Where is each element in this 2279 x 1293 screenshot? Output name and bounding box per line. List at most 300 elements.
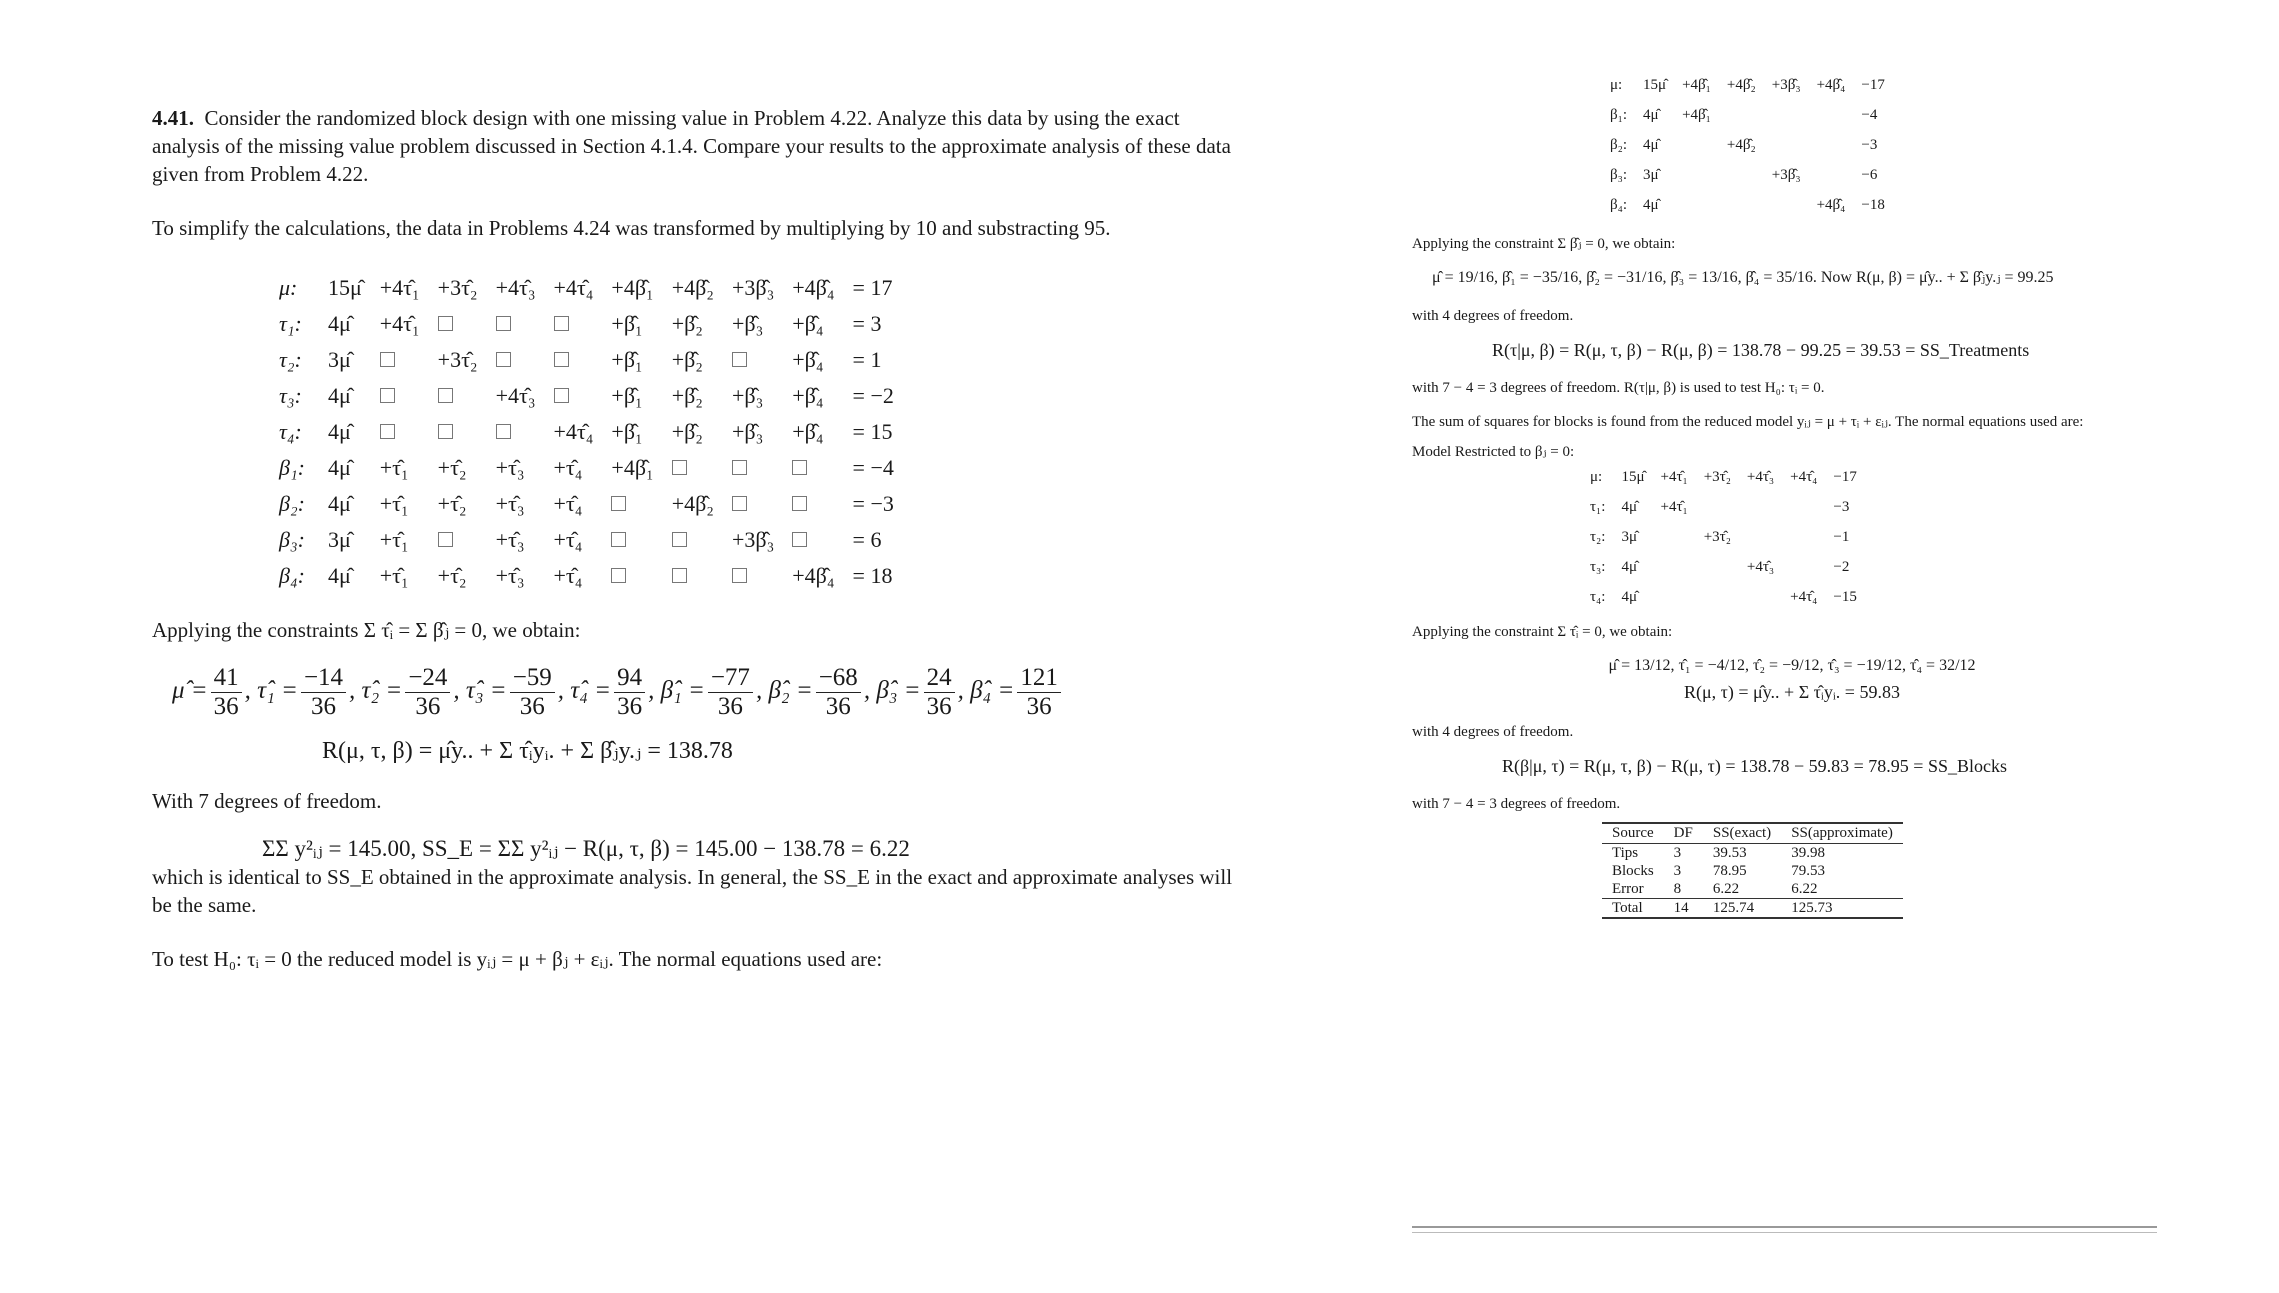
empty-box-icon (672, 460, 687, 475)
restricted-equations-table (1582, 462, 1865, 612)
test-h0-text: To test H₀: τᵢ = 0 the reduced model is yᵢⱼ = μ + βⱼ + εᵢⱼ. The normal equations used are: (152, 947, 883, 971)
equation-term: 4μ̂ (1643, 106, 1659, 123)
equation-term: +4τ̂₄ (1790, 468, 1818, 485)
equation-term (429, 414, 487, 450)
constraint-one-text: Applying the constraint Σ β̂ⱼ = 0, we obtain: (1412, 236, 1676, 252)
equation-term: +4β̂₄ (792, 275, 835, 300)
equation-term: +τ̂₁ (379, 563, 409, 588)
equation-term: +β̂₁ (611, 311, 643, 336)
equation-term: +4τ̂₁ (1660, 498, 1688, 515)
estimate-fraction (924, 664, 955, 721)
equation-term (1739, 522, 1782, 552)
equation-term: +4τ̂₄ (553, 419, 594, 444)
equation-term: +3τ̂₂ (437, 275, 478, 300)
table-row (1602, 899, 1903, 919)
estimate-symbol: , β̂₁ = (648, 677, 705, 705)
empty-box-icon (380, 388, 395, 403)
equation-term (1739, 582, 1782, 612)
df-seven-text: With 7 degrees of freedom. (152, 789, 382, 813)
fraction-numerator: −77 (708, 664, 753, 693)
equation-rhs: −17 (1833, 468, 1857, 485)
equation-term: +4β̂₁ (1682, 106, 1711, 123)
equation-term: +4τ̂₁ (379, 311, 420, 336)
equation-term (487, 414, 545, 450)
equation-term (1719, 100, 1764, 130)
equation-term: +τ̂₄ (553, 455, 583, 480)
estimate-symbol: , τ̂₂ = (349, 677, 403, 705)
equation-label: τ₁: (1590, 498, 1606, 515)
equation-term (1764, 100, 1809, 130)
equation-term: 4μ̂ (1621, 588, 1637, 605)
equation-rhs: −6 (1861, 166, 1878, 183)
r-mu-tau-equation: R(μ, τ) = μ̂y.. + Σ τ̂ᵢyᵢ. = 59.83 (1684, 682, 1900, 702)
estimate-fraction (301, 664, 346, 721)
equation-term: +τ̂₃ (495, 527, 525, 552)
equation-term (1764, 190, 1809, 220)
empty-box-icon (554, 352, 569, 367)
equation-label: β₄: (279, 563, 305, 588)
equation-term (1764, 130, 1809, 160)
left-column (152, 104, 1242, 973)
equation-label: μ: (1610, 76, 1623, 93)
equation-term (723, 486, 783, 522)
equation-term: +β̂₂ (671, 419, 703, 444)
anova-cell: 39.53 (1712, 845, 1747, 861)
empty-box-icon (732, 496, 747, 511)
equation-term: +3τ̂₂ (1703, 528, 1731, 545)
equation-term (602, 558, 662, 594)
empty-box-icon (611, 568, 626, 583)
empty-box-icon (496, 316, 511, 331)
equation-term: +τ̂₂ (437, 491, 467, 516)
equation-term: +3β̂₃ (731, 275, 775, 300)
equation-term (663, 450, 723, 486)
equation-label: μ: (1590, 468, 1603, 485)
estimate-symbol: , β̂₂ = (755, 677, 813, 705)
empty-box-icon (732, 460, 747, 475)
equation-row (1602, 70, 1893, 100)
empty-box-icon (792, 532, 807, 547)
empty-box-icon (554, 388, 569, 403)
right-column (1412, 70, 2172, 919)
equation-row (270, 414, 903, 450)
equation-term: +τ̂₁ (379, 491, 409, 516)
fraction-numerator: 94 (614, 664, 645, 693)
empty-box-icon (438, 388, 453, 403)
equation-term (1696, 552, 1739, 582)
equation-label: τ₃: (279, 383, 302, 408)
equation-row (1582, 522, 1865, 552)
anova-cell: 3 (1673, 863, 1682, 879)
empty-box-icon (496, 424, 511, 439)
equation-rhs: −3 (1833, 498, 1850, 515)
equation-term: +4β̂₄ (792, 563, 835, 588)
fraction-numerator: −68 (816, 664, 861, 693)
df-three-a: with 7 − 4 = 3 degrees of freedom. R(τ|μ, β) is used to test H₀: τᵢ = 0. (1412, 380, 1825, 396)
equation-term (602, 486, 662, 522)
equation-term (1696, 492, 1739, 522)
fraction-numerator: −24 (405, 664, 450, 693)
equation-term (723, 558, 783, 594)
anova-cell: Tips (1612, 845, 1639, 861)
anova-cell: 79.53 (1791, 863, 1825, 879)
equation-term: 4μ̂ (1621, 498, 1637, 515)
equation-term: +4τ̂₃ (495, 275, 536, 300)
equation-term: 4μ̂ (327, 383, 351, 408)
empty-box-icon (496, 352, 511, 367)
estimate-fraction (405, 664, 450, 721)
equation-term: +τ̂₄ (553, 491, 583, 516)
anova-cell: Blocks (1612, 863, 1654, 879)
equation-term (1674, 160, 1719, 190)
equation-term: +τ̂₃ (495, 455, 525, 480)
equation-term: +4β̂₂ (671, 275, 714, 300)
anova-cell: 78.95 (1712, 863, 1747, 879)
fraction-denominator: 36 (717, 693, 743, 720)
empty-box-icon (554, 316, 569, 331)
constraint-two-text: Applying the constraint Σ τ̂ᵢ = 0, we obtain: (1412, 624, 1673, 640)
anova-cell: 125.73 (1781, 899, 1903, 919)
equation-term (783, 486, 843, 522)
equation-rhs: −3 (1861, 136, 1878, 153)
equation-row (1602, 100, 1893, 130)
equation-term: +β̂₃ (731, 383, 764, 408)
equation-term: 4μ̂ (327, 563, 351, 588)
equation-term (1782, 492, 1825, 522)
df-three-b: with 7 − 4 = 3 degrees of freedom. (1412, 796, 1621, 812)
equation-term (1652, 522, 1695, 552)
equation-term: +τ̂₂ (437, 563, 467, 588)
r-beta-equation: R(β|μ, τ) = R(μ, τ, β) − R(μ, τ) = 138.78 − 59.83 = 78.95 = SS_Blocks (1502, 756, 2007, 776)
equation-term (429, 306, 487, 342)
equation-term (487, 342, 545, 378)
fraction-numerator: −59 (510, 664, 555, 693)
equation-rhs: = −2 (852, 383, 894, 408)
estimate-fraction (1017, 664, 1061, 721)
equation-term: 4μ̂ (1643, 196, 1659, 213)
fraction-numerator: 41 (211, 664, 242, 693)
equation-term: +β̂₄ (792, 347, 824, 372)
equation-term: +4τ̂₄ (1790, 588, 1818, 605)
equation-term: +4β̂₂ (1726, 76, 1756, 93)
equation-row (1602, 160, 1893, 190)
equation-term (429, 522, 487, 558)
anova-cell: 6.22 (1712, 881, 1740, 897)
anova-cell: 8 (1673, 881, 1682, 897)
equation-row (270, 270, 903, 306)
fraction-denominator: 36 (415, 693, 441, 720)
equation-term (545, 378, 603, 414)
equation-label: τ₄: (279, 419, 302, 444)
r-full-equation: R(μ, τ, β) = μ̂y.. + Σ τ̂ᵢyᵢ. + Σ β̂ⱼy.ⱼ = 138.78 (322, 738, 733, 764)
equation-term: +τ̂₁ (379, 455, 409, 480)
equation-term (602, 522, 662, 558)
empty-box-icon (380, 352, 395, 367)
equation-term: +3β̂₃ (1771, 166, 1801, 183)
equation-term: 3μ̂ (327, 347, 351, 372)
problem-statement (152, 104, 1242, 188)
equation-rhs: = 18 (852, 563, 893, 588)
equation-term: 15μ̂ (1643, 76, 1667, 93)
equation-term: +4β̂₄ (1816, 76, 1846, 93)
equation-term: 3μ̂ (1643, 166, 1659, 183)
fraction-denominator: 36 (1026, 693, 1052, 720)
table-row (1602, 844, 1903, 863)
equation-term: +4τ̂₄ (553, 275, 594, 300)
equation-term: +τ̂₁ (379, 527, 409, 552)
reduced-equations-table (1602, 70, 1893, 220)
equation-row (1582, 462, 1865, 492)
equation-term (1696, 582, 1739, 612)
equation-row (1602, 190, 1893, 220)
empty-box-icon (438, 424, 453, 439)
equation-term: 4μ̂ (1621, 558, 1637, 575)
equation-term: +3β̂₃ (731, 527, 775, 552)
equation-term (783, 450, 843, 486)
equation-term: +4β̂₂ (671, 491, 714, 516)
equation-rhs: = 15 (852, 419, 893, 444)
equation-term (545, 342, 603, 378)
equation-term: +4β̂₁ (611, 275, 654, 300)
fraction-denominator: 36 (617, 693, 643, 720)
estimate-fraction (211, 664, 242, 721)
equation-term (429, 378, 487, 414)
estimate-symbol: μ̂ = (172, 677, 208, 705)
equation-term: +β̂₄ (792, 383, 824, 408)
equation-rhs: −17 (1861, 76, 1885, 93)
anova-header: DF (1664, 823, 1703, 844)
equation-term: +β̂₂ (671, 311, 703, 336)
equation-term (723, 450, 783, 486)
equation-row (270, 558, 903, 594)
estimate-fraction (816, 664, 861, 721)
equation-label: β₁: (279, 455, 305, 480)
equation-term: +β̂₄ (792, 311, 824, 336)
equation-rhs: −4 (1861, 106, 1878, 123)
equation-term (371, 378, 429, 414)
sse-note: which is identical to SS_E obtained in the approximate analysis. In general, the SS_E in the exact and approximate analyses will be the same. (152, 865, 1233, 917)
equation-row (270, 378, 903, 414)
anova-header: Source (1602, 823, 1664, 844)
anova-header: SS(approximate) (1781, 823, 1903, 844)
equation-term: +3β̂₃ (1771, 76, 1801, 93)
empty-box-icon (380, 424, 395, 439)
equation-label: τ₄: (1590, 588, 1606, 605)
equation-rhs: −18 (1861, 196, 1885, 213)
equation-term: +4τ̂₃ (1746, 468, 1775, 485)
estimate-symbol: , τ̂₁ = (244, 677, 298, 705)
estimate-fraction (708, 664, 753, 721)
problem-number: 4.41. (152, 106, 194, 130)
equation-term (1674, 190, 1719, 220)
anova-cell: 6.22 (1791, 881, 1818, 897)
equation-term (487, 306, 545, 342)
equation-row (1582, 492, 1865, 522)
anova-header: SS(exact) (1703, 823, 1781, 844)
equation-term: +β̂₂ (671, 347, 703, 372)
anova-cell: 125.74 (1703, 899, 1781, 919)
table-row (1602, 862, 1903, 880)
equation-label: τ₁: (279, 311, 302, 336)
equation-rhs: = 17 (852, 275, 893, 300)
equation-term: 4μ̂ (1643, 136, 1659, 153)
equation-row (270, 306, 903, 342)
model-restricted-label: Model Restricted to βⱼ = 0: (1412, 444, 1575, 460)
estimate-symbol: , β̂₃ = (863, 677, 921, 705)
equation-term: +3τ̂₂ (437, 347, 478, 372)
equation-term: +4τ̂₁ (1660, 468, 1688, 485)
page-bottom-rule (1412, 1226, 2157, 1233)
fraction-numerator: 24 (924, 664, 955, 693)
equation-term: 4μ̂ (327, 455, 351, 480)
anova-table (1602, 822, 1903, 919)
equation-row (1582, 552, 1865, 582)
empty-box-icon (611, 532, 626, 547)
equation-term: +τ̂₂ (437, 455, 467, 480)
blocks-text: The sum of squares for blocks is found from the reduced model yᵢⱼ = μ + τᵢ + εᵢⱼ. The normal equations used are: (1412, 414, 2084, 430)
equation-term: 3μ̂ (327, 527, 351, 552)
table-row (1602, 880, 1903, 899)
equation-term: +τ̂₃ (495, 563, 525, 588)
equation-term: 15μ̂ (327, 275, 362, 300)
equation-term: +τ̂₄ (553, 527, 583, 552)
equation-label: τ₃: (1590, 558, 1606, 575)
equation-rhs: = 3 (852, 311, 882, 336)
fraction-denominator: 36 (825, 693, 851, 720)
equation-term: +3τ̂₂ (1703, 468, 1731, 485)
equation-term: +β̂₄ (792, 419, 824, 444)
empty-box-icon (792, 460, 807, 475)
equation-term: +β̂₂ (671, 383, 703, 408)
fraction-denominator: 36 (926, 693, 952, 720)
equation-term: +4β̂₁ (1682, 76, 1711, 93)
fraction-denominator: 36 (310, 693, 336, 720)
equation-term (1809, 130, 1854, 160)
estimate-symbol: , τ̂₃ = (453, 677, 507, 705)
equation-term: +β̂₁ (611, 419, 643, 444)
equation-rhs: −15 (1833, 588, 1857, 605)
equation-term (1719, 190, 1764, 220)
equation-term: +τ̂₃ (495, 491, 525, 516)
equation-term (1782, 522, 1825, 552)
fraction-denominator: 36 (213, 693, 239, 720)
equation-term (663, 522, 723, 558)
sse-equation: ΣΣ y²ᵢⱼ = 145.00, SS_E = ΣΣ y²ᵢⱼ − R(μ, τ, β) = 145.00 − 138.78 = 6.22 (262, 836, 910, 861)
fraction-numerator: 121 (1017, 664, 1061, 693)
equation-rhs: −2 (1833, 558, 1850, 575)
constraints-text: Applying the constraints Σ τ̂ᵢ = Σ β̂ⱼ = 0, we obtain: (152, 618, 581, 642)
equation-label: β₃: (1610, 166, 1628, 183)
empty-box-icon (438, 532, 453, 547)
anova-cell: Error (1612, 881, 1644, 897)
equation-term: +4τ̂₃ (495, 383, 536, 408)
equation-term: 3μ̂ (1621, 528, 1637, 545)
equation-term: 4μ̂ (327, 311, 351, 336)
estimates-line (172, 664, 1242, 721)
equation-term: 15μ̂ (1621, 468, 1645, 485)
fraction-denominator: 36 (519, 693, 545, 720)
equation-term (1782, 552, 1825, 582)
equation-label: μ: (279, 275, 298, 300)
equation-label: β₂: (1610, 136, 1628, 153)
equation-label: β₄: (1610, 196, 1628, 213)
equation-term (1674, 130, 1719, 160)
equation-term (1652, 552, 1695, 582)
estimate-symbol: , β̂₄ = (957, 677, 1015, 705)
equation-term (1719, 160, 1764, 190)
empty-box-icon (438, 316, 453, 331)
equation-rhs: = 1 (852, 347, 882, 372)
equation-rhs: = −4 (852, 455, 894, 480)
empty-box-icon (611, 496, 626, 511)
equation-label: τ₂: (279, 347, 302, 372)
equation-label: β₃: (279, 527, 305, 552)
empty-box-icon (792, 496, 807, 511)
equation-rhs: −1 (1833, 528, 1850, 545)
anova-cell: Total (1602, 899, 1664, 919)
equation-term: 4μ̂ (327, 491, 351, 516)
equation-label: β₁: (1610, 106, 1628, 123)
equation-rhs: = −3 (852, 491, 894, 516)
anova-cell: 39.98 (1791, 845, 1825, 861)
anova-cell: 14 (1664, 899, 1703, 919)
equation-term: +β̂₁ (611, 347, 643, 372)
estimate-fraction (614, 664, 645, 721)
anova-cell: 3 (1673, 845, 1682, 861)
equation-term (1652, 582, 1695, 612)
equation-term (545, 306, 603, 342)
equation-term: +β̂₁ (611, 383, 643, 408)
equation-row (270, 342, 903, 378)
equation-row (270, 522, 903, 558)
equation-term: +β̂₃ (731, 311, 764, 336)
equation-term (663, 558, 723, 594)
equation-term: 4μ̂ (327, 419, 351, 444)
estimates-one: μ̂ = 19/16, β̂₁ = −35/16, β̂₂ = −31/16, β̂₃ = 13/16, β̂₄ = 35/16. Now R(μ, β) = μ̂y.. + Σ β̂ⱼy.ⱼ = 99.25 (1432, 269, 2054, 286)
empty-box-icon (672, 568, 687, 583)
empty-box-icon (732, 568, 747, 583)
equation-label: β₂: (279, 491, 305, 516)
estimate-fraction (510, 664, 555, 721)
equation-row (1602, 130, 1893, 160)
equation-term: +4τ̂₃ (1746, 558, 1775, 575)
equation-term (1739, 492, 1782, 522)
equation-row (270, 486, 903, 522)
equation-term (1809, 100, 1854, 130)
equation-term: +4τ̂₁ (379, 275, 420, 300)
empty-box-icon (672, 532, 687, 547)
equation-rhs: = 6 (852, 527, 882, 552)
empty-box-icon (732, 352, 747, 367)
normal-equations-table (270, 270, 903, 594)
estimates-two: μ̂ = 13/12, τ̂₁ = −4/12, τ̂₂ = −9/12, τ̂₃ = −19/12, τ̂₄ = 32/12 (1608, 657, 1976, 674)
r-tau-equation: R(τ|μ, β) = R(μ, τ, β) − R(μ, β) = 138.78 − 99.25 = 39.53 = SS_Treatments (1492, 340, 2030, 360)
fraction-numerator: −14 (301, 664, 346, 693)
equation-term (723, 342, 783, 378)
problem-text: Consider the randomized block design with one missing value in Problem 4.22. Analyze this data by using the exact analysis of the missing value problem discussed in Section 4.1.4. Compare your results to the approximate analysis of these data given from Problem 4.22. (152, 106, 1231, 186)
equation-row (270, 450, 903, 486)
estimate-symbol: , τ̂₄ = (557, 677, 612, 705)
df-four-b: with 4 degrees of freedom. (1412, 724, 1574, 740)
equation-term (371, 414, 429, 450)
equation-label: τ₂: (1590, 528, 1606, 545)
equation-term: +4β̂₄ (1816, 196, 1846, 213)
equation-row (1582, 582, 1865, 612)
equation-term: +4β̂₂ (1726, 136, 1756, 153)
transform-note: To simplify the calculations, the data in Problems 4.24 was transformed by multiplying by 10 and substracting 95. (152, 216, 1111, 240)
equation-term: +τ̂₄ (553, 563, 583, 588)
equation-term (371, 342, 429, 378)
